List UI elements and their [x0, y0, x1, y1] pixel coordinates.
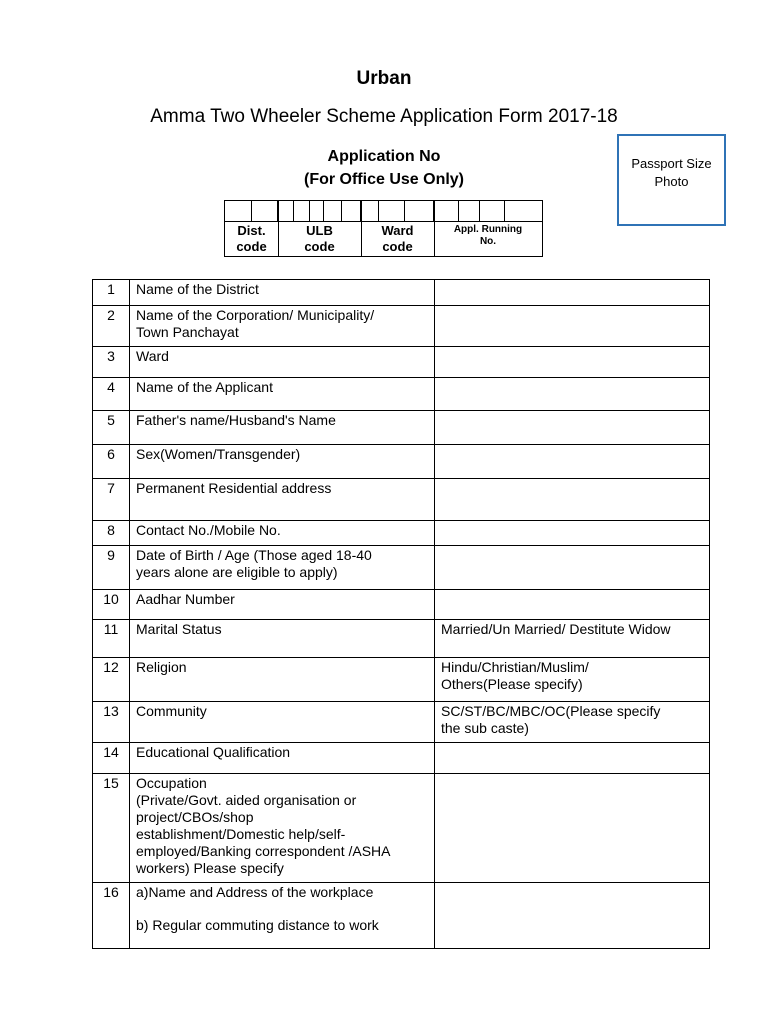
code-digit-cell[interactable] [278, 201, 294, 221]
field-value-cell[interactable] [435, 521, 710, 546]
field-label [130, 479, 435, 521]
field-value-line: Others(Please specify) [441, 676, 583, 692]
field-label-line: b) Regular commuting distance to work [136, 917, 379, 933]
form-row [93, 658, 710, 702]
field-value-cell[interactable] [435, 590, 710, 620]
field-label-line: establishment/Domestic help/self- [136, 826, 346, 842]
field-label-line: years alone are eligible to apply) [136, 564, 338, 580]
field-label [130, 743, 435, 774]
ward-code-label-line1: Ward [381, 223, 414, 238]
appl-running-label-line2: No. [479, 236, 497, 247]
field-label-line: Educational Qualification [136, 744, 291, 760]
row-number: 2 [93, 306, 130, 347]
code-digit-cell[interactable] [324, 201, 342, 221]
row-number: 13 [93, 702, 130, 743]
office-use-label: (For Office Use Only) [303, 171, 465, 188]
code-digit-cell[interactable] [252, 201, 278, 221]
field-label [130, 306, 435, 347]
form-row [93, 479, 710, 521]
form-row [93, 411, 710, 445]
code-digit-cell[interactable] [459, 201, 480, 221]
application-code-box [224, 200, 543, 257]
form-row [93, 378, 710, 411]
field-label [130, 378, 435, 411]
code-digit-cell[interactable] [225, 201, 252, 221]
field-value-cell[interactable] [435, 658, 710, 702]
field-value-cell[interactable] [435, 445, 710, 479]
row-number: 4 [93, 378, 130, 411]
field-value-line: the sub caste) [441, 720, 529, 736]
code-digit-cell[interactable] [480, 201, 505, 221]
form-row [93, 280, 710, 306]
field-value-cell[interactable] [435, 546, 710, 590]
code-digit-cell[interactable] [310, 201, 324, 221]
form-row [93, 702, 710, 743]
form-urban-label: Urban [356, 68, 412, 89]
field-value-cell[interactable] [435, 411, 710, 445]
field-label-line: Date of Birth / Age (Those aged 18-40 [136, 547, 372, 563]
field-value-cell[interactable] [435, 280, 710, 306]
dist-code-label-line1: Dist. [237, 223, 266, 238]
form-row [93, 521, 710, 546]
field-label [130, 347, 435, 378]
field-label-line: Occupation [136, 775, 207, 791]
code-digit-cell[interactable] [342, 201, 361, 221]
field-label-line: Name of the Corporation/ Municipality/ [136, 307, 375, 323]
field-value-cell[interactable] [435, 306, 710, 347]
code-box-divider [225, 221, 542, 222]
form-row [93, 347, 710, 378]
field-value-line: Hindu/Christian/Muslim/ [441, 659, 589, 675]
field-label [130, 411, 435, 445]
field-label [130, 546, 435, 590]
form-row [93, 883, 710, 949]
row-number: 15 [93, 774, 130, 883]
form-row [93, 620, 710, 658]
row-number: 5 [93, 411, 130, 445]
field-value-cell[interactable] [435, 479, 710, 521]
field-label [130, 883, 435, 949]
field-label-line: Community [136, 703, 207, 719]
appl-running-label-line1: Appl. Running [453, 224, 523, 235]
form-row [93, 546, 710, 590]
field-label [130, 658, 435, 702]
form-row [93, 743, 710, 774]
ulb-code-label-line1: ULB [306, 223, 333, 238]
field-value-cell[interactable] [435, 347, 710, 378]
ward-code-label-line2: code [382, 239, 413, 254]
row-number: 3 [93, 347, 130, 378]
field-value-cell[interactable] [435, 702, 710, 743]
field-value-cell[interactable] [435, 620, 710, 658]
row-number: 10 [93, 590, 130, 620]
appl-running-no-label [434, 224, 542, 248]
form-row [93, 445, 710, 479]
field-label [130, 774, 435, 883]
field-label-line: Ward [136, 348, 169, 364]
code-digit-cell[interactable] [405, 201, 434, 221]
field-label-line: (Private/Govt. aided organisation or [136, 792, 357, 808]
field-label-line: employed/Banking correspondent /ASHA [136, 843, 391, 859]
row-number: 11 [93, 620, 130, 658]
row-number: 14 [93, 743, 130, 774]
field-value-line: Married/Un Married/ Destitute Widow [441, 621, 671, 637]
ward-code-label [361, 223, 434, 255]
field-label [130, 521, 435, 546]
code-digit-cell[interactable] [434, 201, 459, 221]
field-value-line: SC/ST/BC/MBC/OC(Please specify [441, 703, 661, 719]
field-value-cell[interactable] [435, 774, 710, 883]
field-label-line: workers) Please specify [136, 860, 284, 876]
field-label-line: project/CBOs/shop [136, 809, 254, 825]
field-label [130, 620, 435, 658]
dist-code-label-line2: code [236, 239, 267, 254]
form-row [93, 774, 710, 883]
form-row [93, 590, 710, 620]
field-value-cell[interactable] [435, 378, 710, 411]
row-number: 9 [93, 546, 130, 590]
field-label-line: Town Panchayat [136, 324, 239, 340]
field-label [130, 445, 435, 479]
dist-code-label [225, 223, 278, 255]
form-title: Amma Two Wheeler Scheme Application Form 2017-18 [150, 106, 618, 127]
code-digit-cell[interactable] [361, 201, 379, 221]
field-label-line: Permanent Residential address [136, 480, 332, 496]
form-row [93, 306, 710, 347]
field-label-line: Name of the District [136, 281, 259, 297]
row-number: 6 [93, 445, 130, 479]
passport-photo-box [617, 134, 726, 226]
field-label [130, 702, 435, 743]
row-number: 7 [93, 479, 130, 521]
line-spacer [136, 901, 428, 917]
field-label-line: Contact No./Mobile No. [136, 522, 281, 538]
row-number: 12 [93, 658, 130, 702]
field-label-line: Name of the Applicant [136, 379, 273, 395]
field-label-line: Marital Status [136, 621, 222, 637]
photo-box-line2: Photo [654, 174, 689, 189]
field-label-line: Religion [136, 659, 187, 675]
photo-box-line1: Passport Size [631, 156, 712, 171]
field-label-line: a)Name and Address of the workplace [136, 884, 374, 900]
code-digit-cell[interactable] [294, 201, 310, 221]
field-label-line: Aadhar Number [136, 591, 235, 607]
row-number: 1 [93, 280, 130, 306]
field-label [130, 280, 435, 306]
ulb-code-label-line2: code [304, 239, 335, 254]
field-value-cell[interactable] [435, 883, 710, 949]
row-number: 8 [93, 521, 130, 546]
field-label [130, 590, 435, 620]
field-label-line: Sex(Women/Transgender) [136, 446, 301, 462]
row-number: 16 [93, 883, 130, 949]
field-label-line: Father's name/Husband's Name [136, 412, 336, 428]
ulb-code-label [278, 223, 361, 255]
application-form-table [92, 279, 710, 949]
application-no-heading [234, 145, 534, 191]
code-digit-cell[interactable] [379, 201, 405, 221]
application-no-label: Application No [327, 148, 441, 165]
field-value-cell[interactable] [435, 743, 710, 774]
